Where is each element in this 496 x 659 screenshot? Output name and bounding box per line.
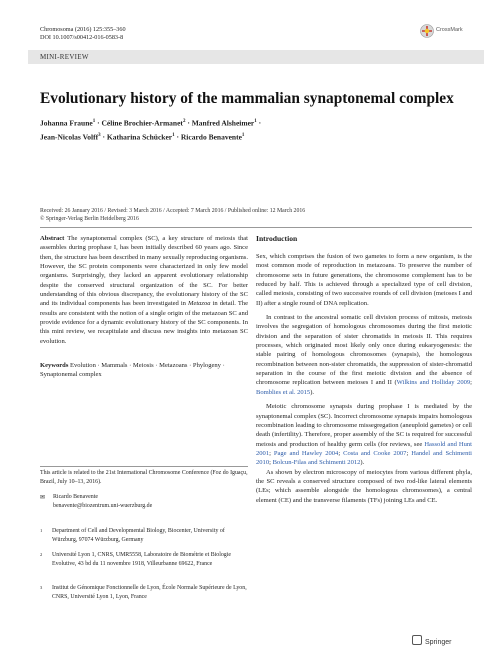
paragraph-text: ). — [360, 459, 365, 467]
citation-link[interactable]: Costa and Cooke 2007 — [343, 449, 407, 457]
author-list — [40, 116, 440, 143]
publisher-footer — [412, 635, 451, 646]
author-affiliation-mark: 1 — [92, 119, 96, 124]
corresponding-email[interactable]: benavente@biozentrum.uni-wuerzburg.de — [53, 502, 153, 509]
affiliation — [40, 584, 248, 601]
author-line-2 — [40, 130, 440, 144]
abstract-label: Abstract — [40, 235, 65, 242]
footnote-divider — [40, 466, 248, 467]
author-name[interactable]: Jean-Nicolas Volff — [40, 132, 99, 141]
publication-dates — [40, 207, 460, 223]
citation-link[interactable]: Hassold and Hunt 2001 — [256, 440, 472, 457]
article-title: Evolutionary history of the mammalian synaptonemal complex — [40, 90, 454, 107]
paragraph-text: Meiotic chromosome synapsis during prophase I is mediated by the synaptonemal complex (SC). Incorrect chromosome synapsis impairs homologous recombination leading to chromosome missegregation (aneuploid gametes) or cell death (infertility). Therefore, proper assembly of the SC is required for successful meiosis and production of healthy germ cells (for reviews, see — [256, 403, 473, 448]
springer-horse-icon — [412, 635, 422, 645]
affiliation-text: Institut de Génomique Fonctionnelle de Lyon, École Normale Supérieure de Lyon, CNRS, Université Lyon 1, Lyon, France — [52, 585, 247, 600]
author-separator: · — [258, 118, 262, 128]
crossmark-icon — [420, 24, 434, 38]
corresponding-author: Ricardo Benavente — [53, 494, 98, 500]
author-affiliation-mark: 1 — [241, 132, 245, 138]
abstract-taxon: Metazoa — [187, 300, 211, 308]
affiliation-number: 3 — [40, 585, 43, 590]
author-name[interactable]: Manfred Alsheimer — [191, 118, 255, 128]
abstract — [40, 234, 248, 346]
affiliation — [40, 527, 248, 544]
conference-note: This article is related to the 21st International Chromosome Conference (Foz do Iguaçu, Brazil, July 10–13, 2016). — [40, 470, 248, 485]
paragraph-text: In contrast to the ancestral somatic cell division process of mitosis, meiosis involves the segregation of homologous chromosomes during the first meiotic division and the separation of sister chromatids in meiosis II. This requires processes, which originated most likely only once during eukaryogenesis: the stable pairing of homologous chromosomes (synapsis), the homologous recombination between non-sister chromatids, the suppression of sister-chromatid separation in the course of the first meiotic division and the absence of chromosome replication between meioses I and II ( — [256, 314, 472, 387]
author-affiliation-mark: 1 — [172, 132, 175, 138]
paragraph-text: ; — [269, 459, 273, 467]
paragraph — [256, 313, 472, 397]
paragraph-text: ; — [470, 379, 472, 387]
paragraph-text: ; — [338, 449, 344, 457]
abstract-text-cont: in detail. The results are consistent with the notion of a single origin of the metazoan SC and provide evidence for a dynamic evolutionary history of the SC components. In this mini review, we recapitulate and discuss new insights into metazoan SC evolution. — [40, 300, 248, 345]
citation-link[interactable]: Handel and Schimenti 2010 — [256, 449, 472, 467]
paragraph-text: ; — [269, 449, 274, 457]
envelope-icon: ✉ — [40, 495, 46, 501]
correspondence — [53, 493, 248, 510]
paragraph — [256, 402, 472, 467]
citation-link[interactable]: Bomblies et al. 2015 — [256, 388, 311, 396]
author-name[interactable]: Katharina Schücker — [106, 132, 173, 141]
keywords — [40, 361, 248, 380]
journal-citation — [40, 26, 126, 42]
publisher-name: Springer — [425, 639, 452, 646]
divider — [40, 227, 472, 228]
affiliation-text: Department of Cell and Developmental Biology, Biocenter, University of Würzburg, 97074 Würzburg, Germany — [52, 528, 225, 543]
article-type-label: MINI-REVIEW — [40, 53, 89, 61]
affiliation — [40, 551, 248, 577]
paragraph: As shown by electron microscopy of meiocytes from various different phyla, the SC reveals a conserved structure composed of two rod-like lateral elements (LEs; which assemble alongside the homologous chromosomes), a central element (CE) and the transverse filaments (TFs) joining LEs and CE. — [256, 468, 472, 504]
author-affiliation-mark: 1 — [254, 119, 257, 124]
left-column — [40, 234, 248, 380]
keywords-text: Evolution · Mammals · Meiosis · Metazoans · Phylogeny · Synaptonemal complex — [40, 362, 225, 379]
paragraph-text: ; — [406, 449, 412, 457]
crossmark-badge[interactable] — [420, 23, 480, 41]
journal-issue: Chromosoma (2016) 125:355–360 — [40, 26, 126, 33]
author-separator: · — [187, 118, 190, 128]
citation-link[interactable]: Page and Hawley 2004 — [273, 449, 339, 457]
right-column — [256, 234, 472, 505]
copyright-line: © Springer-Verlag Berlin Heidelberg 2016 — [40, 216, 139, 222]
author-separator: · — [102, 132, 106, 141]
affiliation-number: 1 — [40, 528, 43, 533]
affiliation-text: Université Lyon 1, CNRS, UMR5558, Laboratoire de Biométrie et Biologie Evolutive, 43 bd du 11 novembre 1918, Villeurbanne 69622, France — [52, 552, 231, 567]
keywords-label: Keywords — [40, 362, 69, 370]
journal-doi[interactable]: DOI 10.1007/s00412-016-0583-8 — [40, 34, 124, 41]
author-line-1 — [40, 116, 440, 130]
author-separator: · — [176, 132, 179, 141]
history-dates: Received: 26 January 2016 / Revised: 3 March 2016 / Accepted: 7 March 2016 / Published online: 12 March 2016 — [40, 208, 306, 214]
affiliation-number: 2 — [40, 552, 43, 557]
author-name[interactable]: Ricardo Benavente — [180, 132, 242, 141]
paragraph: Sex, which comprises the fusion of two gametes to form a new organism, is the most common mode of reproduction in metazoans. To preserve the number of chromosome sets in future generations, the chromosome complement has to be reduced by half. This is achieved through a specialized type of cell division, called meiosis, consisting of two successive rounds of cell division (meioses I and II) after a single round of DNA replication. — [256, 253, 472, 307]
author-affiliation-mark: 3 — [98, 132, 101, 138]
citation-link[interactable]: Bolcun-Filas and Schimenti 2012 — [272, 459, 361, 467]
crossmark-label: CrossMark — [436, 27, 463, 33]
paragraph-text: ). — [310, 388, 315, 396]
author-name[interactable]: Céline Brochier-Armanet — [101, 118, 183, 128]
author-separator: · — [97, 118, 100, 128]
author-name[interactable]: Johanna Fraune — [40, 118, 93, 128]
author-affiliation-mark: 2 — [182, 119, 186, 124]
article-type-banner — [28, 50, 484, 64]
citation-link[interactable]: Wilkins and Holliday 2009 — [396, 379, 471, 387]
abstract-text: The synaptonemal complex (SC), a key structure of meiosis that assembles during prophase I, has been initially described 60 years ago. Since then, the structure has been described in many sexually reproducing organisms. However, the SC protein components were characterized in only few model organisms. Surprisingly, they lacked an apparent evolutionary relationship despite the conserved structural organization of the SC. For better understanding of this obvious discrepancy, the evolutionary history of the SC and its individual components has been investigated in — [40, 235, 249, 308]
section-heading-introduction: Introduction — [256, 234, 298, 243]
